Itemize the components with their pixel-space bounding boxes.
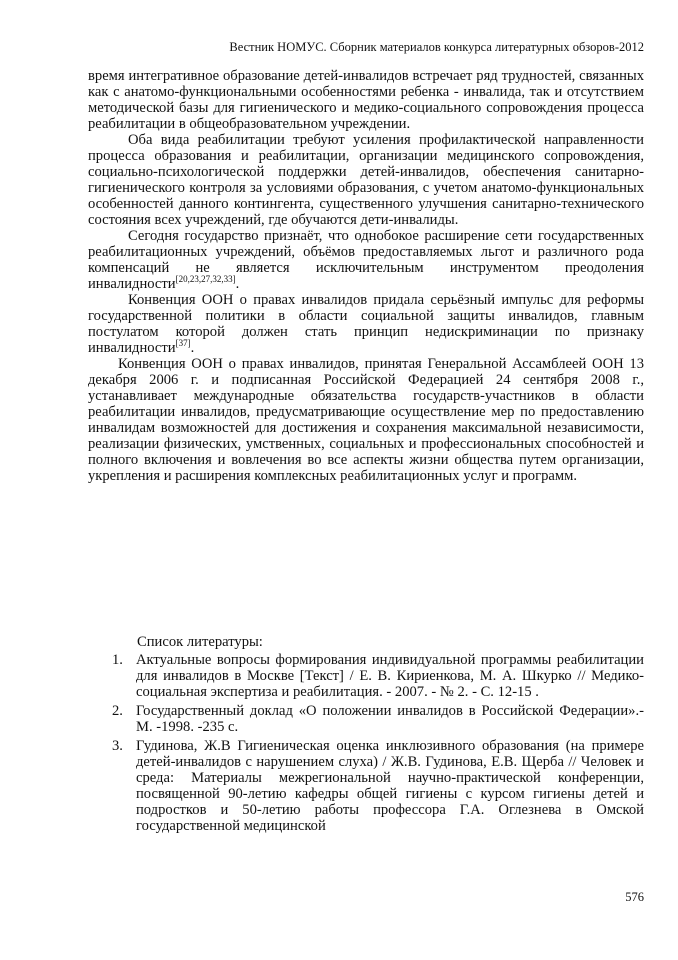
reference-number: 1. <box>112 652 123 668</box>
reference-text: Актуальные вопросы формирования индивидуальной программы реабилитации для инвалидов в Москве [Текст] / Е. В. Кириенкова, М. А. Шкурко // Медико-социальная экспертиза и реабилитация. - 2007. - № 2. - С. 12-15 . <box>136 652 644 700</box>
reference-text: Гудинова, Ж.В Гигиеническая оценка инклюзивного образования (на примере детей-инвалидов с нарушением слуха) / Ж.В. Гудинова, Е.В. Щерба // Человек и среда: Материалы межрегиональной научно-практической конференции, посвященной 90-летию кафедры общей гигиены с курсом гигиены детей и подростков и 50-летию работы профессора Г.А. Оглезнева в Омской государственной медицинской <box>136 738 644 834</box>
page-number: 576 <box>625 890 644 904</box>
reference-text: Государственный доклад «О положении инвалидов в Российской Федерации».- М. -1998. -235 с. <box>136 703 644 735</box>
reference-item <box>112 738 644 834</box>
paragraph-5: Конвенция ООН о правах инвалидов, принятая Генеральной Ассамблеей ООН 13 декабря 2006 г. и подписанная Российской Федерацией 24 сентября 2008 г., устанавливает международные обязательства государств-участников в области реабилитации инвалидов, предусматривающие осуществление мер по предоставлению инвалидам возможностей для достижения и сохранения максимальной независимости, реализации физических, умственных, социальных и профессиональных способностей и полного включения и вовлечения во все аспекты жизни общества путем организации, укрепления и расширения комплексных реабилитационных услуг и программ. <box>88 356 644 484</box>
paragraph-3: Сегодня государство признаёт, что однобокое расширение сети государственных реабилитационных учреждений, объёмов предоставляемых льгот и различного рода компенсаций не является исключительным инструментом преодоления инвалидности[20,23,27,32,33]. <box>88 228 644 292</box>
citation-sup: [20,23,27,32,33] <box>175 274 236 285</box>
paragraph-1: время интегративное образование детей-инвалидов встречает ряд трудностей, связанных как с анатомо-функциональными особенностями ребенка - инвалида, так и отсутствием методической базы для гигиенического и медико-социального сопровождения процесса реабилитации в общеобразовательном учреждении. <box>88 68 644 132</box>
reference-item <box>112 703 644 735</box>
running-header: Вестник НОМУС. Сборник материалов конкурса литературных обзоров-2012 <box>229 40 644 54</box>
references-list <box>112 652 644 837</box>
paragraph-4: Конвенция ООН о правах инвалидов придала серьёзный импульс для реформы государственной политики в области социальной защиты инвалидов, главным постулатом которой должен стать принцип недискриминации по признаку инвалидности[37]. <box>88 292 644 356</box>
citation-sup: [37] <box>175 338 191 349</box>
body-text <box>88 68 644 484</box>
reference-number: 3. <box>112 738 123 754</box>
paragraph-2: Оба вида реабилитации требуют усиления профилактической направленности процесса образования и реабилитации, организации медицинского сопровождения, социально-психологической поддержки детей-инвалидов, обеспечения санитарно-гигиенического контроля за условиями образования, с учетом анатомо-функциональных особенностей данного контингента, существенного улучшения санитарно-технического состояния всех учреждений, где обучаются дети-инвалиды. <box>88 132 644 228</box>
references-title: Список литературы: <box>137 634 263 650</box>
reference-item <box>112 652 644 700</box>
reference-number: 2. <box>112 703 123 719</box>
